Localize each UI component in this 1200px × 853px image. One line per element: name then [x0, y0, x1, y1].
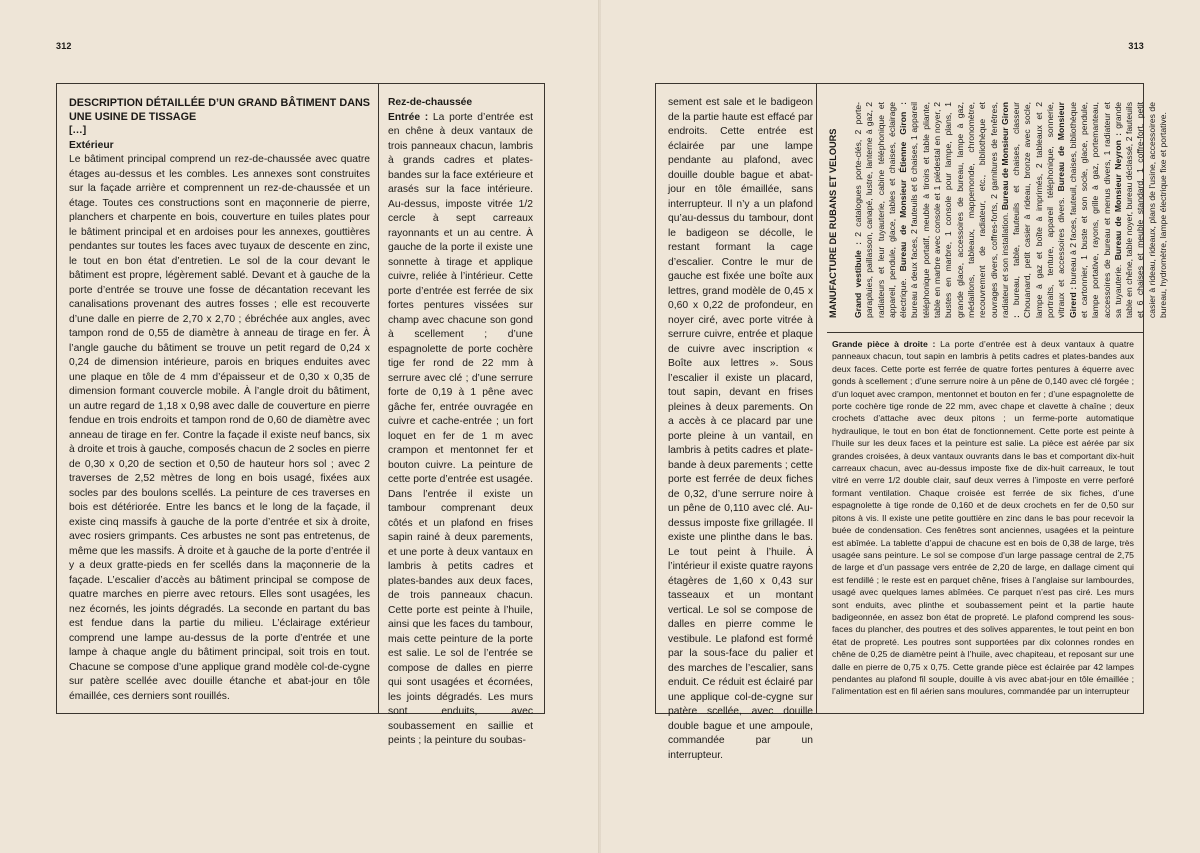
inv-1-label: Grand vestibule : — [853, 242, 863, 318]
grande-piece-text: La porte d’entrée est à deux vantaux à quatre panneaux chacun, tout sapin en lambris à petits cadres et plates-bandes aux deux faces. Cette porte est ferrée de quatre fortes pentures à équerre avec gonds à scellement ; d’une serrure noire à un pêne de 0,140 avec clé forgée ; d’un loquet avec crampon, mentonnet et bouton en fer ; d’une espagnolette de porte cochère tige ronde de 22 mm, avec chape et clavette à chaîne ; deux crochets d’attache avec deux pitons ; un ferme-porte automatique hydraulique, le tout en bon état de fonctionnement. Cette porte est peinte à l’huile sur les deux faces et la peinture est salie. La pièce est aérée par six grandes croisées, à deux vantaux ouvrants dans le bas et comportant dix-huit carreaux chacun, avec au-dessus imposte fixe de dix-huit carreaux, le tout vitré en verre 1/2 double clair, sauf deux verres à l’imposte en verre perforé formant ventilation. Chaque croisée est ferrée de six fiches, d’une espagnolette à tige ronde de 0,160 et de deux crochets en fer de 0,50 sur pitons à vis. Il existe une petite gouttière en zinc dans le bas pour recevoir la buée de condensation. Ces fenêtres sont anciennes, usagées et la peinture est abîmée. La tablette d’appui de chacune est en bois de 0,38 de large, très usagée sans peinture. Le sol se compose d’un large passage central de 2,75 de large et d’un passage vers entrée de 2,20 de large, en dallage ciment qui est fendillé ; le reste est en parquet chêne, frises à l’anglaise sur lambourdes, usagé avec quelques lames abîmées. Ce parquet n’est pas ciré. Les murs sont enduits, avec plinthe et soubassement peint et la partie haute badigeonnée, en assez bon état de propreté. Le plafond comprend les sous-faces du plancher, des poutres et des solives apparentes, le tout peint en bon état de propreté. Les poutres sont supportées par dix colonnes rondes en chêne de 0,25 de diamètre peint à l’huile, avec chapiteau, et reposant sur une dalle en pierre de 0,75 x 0,75. Cette grande pièce est éclairée par 42 lampes pendantes au plafond fil souple, douille à vis avec abat-jour en tôle émaillée ; l’alimentation est en fil aérien sans moulures, commandée par un interrupteur — [832, 339, 1134, 697]
entree-paragraph — [388, 111, 533, 749]
inv-2-text: bureau à deux faces, 2 fauteuils et 6 chaises, 1 appareil téléphonique portatif, meuble à tiroirs et table pliante, table en marbre avec console et 1 piédestal en noyer, 2 bustes en marbre, 1 console pour lampe, plans, 1 grande glace, accessoires de bureau, lampe à gaz, médaillons, tableaux, mappemonde, chronomètre, recouvrement de radiateur, etc., bibliothèque et ouvrages divers, coffres-forts, 2 garnitures de fenêtres, radiateur et son installation. — [909, 102, 1010, 318]
inv-4-label: Bureau de Monsieur Girerd : — [1056, 102, 1078, 318]
exterior-heading: Extérieur — [69, 139, 114, 151]
manufacture-heading: MANUFACTURE DE RUBANS ET VELOURS — [828, 128, 838, 318]
inventory-list — [853, 102, 1169, 318]
inv-1-text: 2 catalogues porte-clés, 2 porte-parapluies, paillasson, canapé, lustre, lanterne à gaz, 2 radiateurs et leur tuyauterie, cabine téléphonique et appareil, pendule, glace, tables et chaises, éclairage électrique. — [853, 102, 909, 318]
inv-3-text: bureau, table, fauteuils et chaises, classeur Chouanard, petit casier à rideau, bronze avec socle, lampe à gaz et boîte à imprimés, 2 tableaux et 2 portraits, tenture, appareil téléphonique, sonnerie, vitraux et accessoires divers. — [1011, 102, 1067, 318]
inv-5-text: grande table en chêne, table noyer, bureau déclassé, 2 fauteuils et 6 chaises et meuble standard, 1 coffre-fort, petit casier à rideau, rideaux, plans de l’usine, accessoires de bureau, hydromètre, lampe électrique fixe et portative. — [1112, 101, 1169, 318]
rdc-heading: Rez-de-chaussée — [388, 97, 473, 108]
section-divider — [827, 332, 1143, 333]
inv-4-text: bureau à 2 faces, fauteuil, chaises, bibliothèque et cartonnier, 1 buste et son socle, glace, pendule, lampe portative, rayons, grille à gaz, portemanteau, accessoires de bureau et menus divers, 1 radiateur et sa tuyauterie. — [1067, 102, 1123, 318]
omission-mark: […] — [69, 125, 87, 136]
left-column-main — [69, 96, 370, 704]
entree-label: Entrée : — [388, 111, 429, 123]
inv-2-label: Bureau de Monsieur Étienne Giron : — [898, 102, 909, 272]
entree-text: La porte d’entrée est en chêne à deux vantaux de trois panneaux chacun, lambris à grands cadres et plates-bandes sur la face extérieure et arasés sur la face intérieure. Au-dessus, imposte vitrée 1/2 cercle à sept carreaux rayonnants et un au centre. À gauche de la porte il existe une sonnette à tirage et applique cuivre, reliée à l’intérieur. Cette porte d’entrée est ferrée de six fortes pentures vissées sur champ avec chacune son gond à scellement ; d’une espagnolette de porte cochère tige fer rond de 22 mm à serrure avec clé ; d’une serrure forte de 0,19 à 1 pêne avec gâche fer, entrée ouvragée en cuivre et cache-entrée ; un fort loquet en fer de 1 m avec crampon et mentonnet fer et bouton cuivre. La peinture de cette porte d’entrée est usagée. Dans l’entrée il existe un tambour comprenant deux côtés et un plafond en frises sapin rainé à deux parements, et une porte à deux vantaux en lambris à petits cadres et plates-bandes aux deux faces, de trois panneaux chacun. Cette porte est peinte à l’huile, ainsi que les faces du tambour, mais cette peinture de la porte est salie. Le sol de l’entrée se compose de dalles en pierre qui sont usagées et écornées, les joints dégradés. Les murs sont enduits, avec soubassement en saillie et peints ; la peinture du soubas- — [388, 111, 533, 746]
rotated-inventory — [827, 94, 1169, 332]
page-number-right: 313 — [1128, 41, 1144, 51]
inv-5-label: Bureau de Monsieur Neyron : — [1112, 133, 1123, 261]
document-title: DESCRIPTION DÉTAILLÉE D’UN GRAND BÂTIMENT DANS UNE USINE DE TISSAGE — [69, 97, 370, 123]
column-divider — [378, 84, 379, 713]
right-text-frame — [655, 83, 1169, 761]
left-page — [0, 0, 599, 853]
rotated-inventory-box — [827, 84, 1169, 332]
grande-piece-block — [832, 338, 1134, 698]
left-column-side — [388, 96, 533, 749]
column-divider-right — [816, 84, 817, 713]
exterior-paragraph: Le bâtiment principal comprend un rez-de-chaussée avec quatre étages au-dessus et les combles. Les annexes sont construites sur la façade arrière et comprennent un rez-de-chaussée et un étage. Toutes ces constructions sont en maçonnerie de pierre, planchers et charpente en bois, couverture en tuiles plates pour le bâtiment principal et en ardoises pour les annexes, gouttières pendantes sur toutes les faces avec tuyaux de descente en zinc, le tout en bon état d’entretien. Le sol de la cour devant le bâtiment est propre, légèrement sablé. Devant et à gauche de la porte d’entrée se trouve une fosse de décantation recevant les canalisations provenant des autres fosses ; elle est recouverte d’une dalle en pierre de 2,70 x 2,70 ; ébréchée aux angles, avec tampon rond de 0,55 de diamètre à anneau de tirage en fer. À l’angle gauche du bâtiment se trouve un petit regard de 0,24 x 0,24 de dimension intérieure, parois en briques enduites avec une plaque en tôle de 4 mm d’épaisseur et de 0,30 x 0,35 de dimension formant couvercle mobile. À l’angle droit du bâtiment, un autre regard de 1,18 x 0,98 avec dalle de couverture en pierre fendue en trois endroits et tampon rond de 0,60 de diamètre avec anneau de tirage en fer. Contre la façade il existe neuf bancs, six à droite et trois à gauche, composés chacun de 2 socles en pierre de 0,30 x 0,20 de section et 0,50 de hauteur hors sol ; avec 2 traverses de 2,52 mètres de long en bois usagé, fixées aux socles par des boulons scellés. La peinture de ces traverses en bois est détériorée. Entre les bancs et le long de la façade, il existe cinq massifs à gauche de la porte d’entrée et six à droite, avec rosiers grimpants. Ces arbustes ne sont pas entretenus, de même que les massifs. À droite et à gauche de la porte d’entrée il y a deux gratte-pieds en fer scellés dans la maçonnerie de la façade. L’escalier d’accès au bâtiment principal se compose de quatre marches en pierre avec retours. Elles sont usagées, les nez écornés, les joints dégradés. La seconde en partant du bas est fendue dans la partie du milieu. L’éclairage extérieur comprend une lampe au-dessus de la porte d’entrée et une lampe à chaque angle du bâtiment principal, soit trois en tout. Chacune se compose d’une applique grand modèle col-de-cygne sur patère scellée avec douille étanche et abat-jour en tôle émaillée, ces derniers sont rouillés. — [69, 154, 370, 702]
right-page — [601, 0, 1200, 853]
inv-3-label: Bureau de Monsieur Giron : — [999, 101, 1022, 318]
page-number-left: 312 — [56, 41, 72, 51]
continuation-paragraph: sement est sale et le badigeon de la partie haute est effacé par endroits. Cette entrée est éclairée par une lampe pendante au plafond, avec douille double bague et abat-jour en tôle émaillée, sans interrupteur. Il n’y a un plafond qu’au-dessus du tambour, dont le badigeon se décolle, le restant formant la cage d’escalier. Contre le mur de gauche est fixée une boîte aux lettres, grand modèle de 0,45 x 0,60 x 0,22 de profondeur, en noyer ciré, avec porte vitrée à serrure cuivre, entrée et plaque de cuivre avec inscription « Boîte aux lettres ». Sous l’escalier il existe un placard, tout sapin, devant en frises pleines à deux parements. On a accès à ce placard par une porte pleine à un vantail, en lambris à petits cadres et plate-bande à deux parements ; cette porte est ferrée de deux fiches de 0,32, d’une serrure noire à un pêne de 0,110 avec clé. Au-dessus imposte fixe grillagée. Il existe une plinthe dans le bas. Le tout peint à l’huile. À l’intérieur il existe quatre rayons étagères de 1,60 x 0,43 sur tasseaux et un montant vertical. Le sol se compose de dalles en pierre comme le vestibule. Le plafond est formé par la sous-face du palier et des marches de l’escalier, sans enduit. Ce réduit est éclairé par une applique col-de-cygne sur patère scellée, avec douille double bague et une ampoule, commandée par un interrupteur. — [668, 97, 813, 761]
right-column-continuation — [668, 96, 813, 763]
left-text-frame — [56, 83, 545, 746]
grande-piece-label: Grande pièce à droite : — [832, 339, 936, 349]
